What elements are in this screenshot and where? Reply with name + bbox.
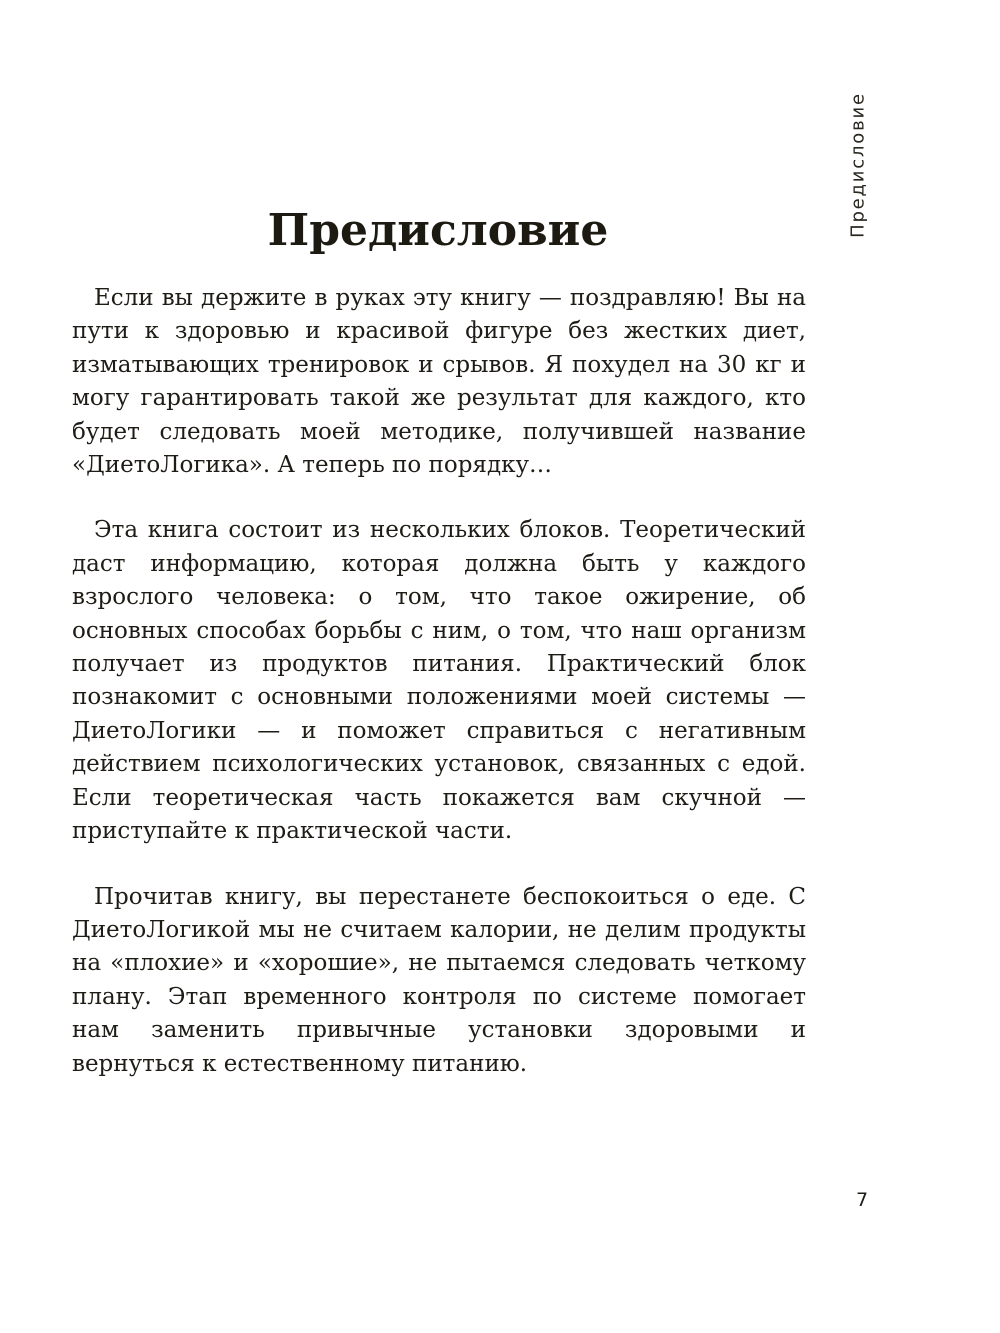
chapter-title: Предисловие: [267, 205, 609, 256]
paragraph-2: Эта книга состоит из нескольких блоков. Теоретический даст информацию, которая должна быть у каждого взрослого человека: о том, что такое ожирение, об основных способах борьбы с ним, о том, что наш организм получает из продуктов питания. Практический блок познакомит с основными положениями моей системы — ДиетоЛогики — и поможет справиться с негативным действием психологических установок, связанных с едой. Если теоретическая часть покажется вам скучной — приступайте к практической части.: [72, 517, 806, 845]
page-number: 7: [855, 1189, 869, 1211]
running-head-text: Предисловие: [847, 92, 869, 238]
body-text: [72, 282, 806, 1113]
paragraph-3: Прочитав книгу, вы перестанете беспокоиться о еде. С ДиетоЛогикой мы не считаем калории, не делим продукты на «плохие» и «хорошие», не пытаемся следовать четкому плану. Этап временного контроля по системе помогает нам заменить привычные установки здоровыми и вернуться к естественному питанию.: [72, 883, 806, 1077]
paragraph-1: Если вы держите в руках эту книгу — поздравляю! Вы на пути к здоровью и красивой фигуре без жестких диет, изматывающих тренировок и срывов. Я похудел на 30 кг и могу гарантировать такой же результат для каждого, кто будет следовать моей методике, получившей название «ДиетоЛогика». А теперь по порядку…: [72, 285, 806, 479]
